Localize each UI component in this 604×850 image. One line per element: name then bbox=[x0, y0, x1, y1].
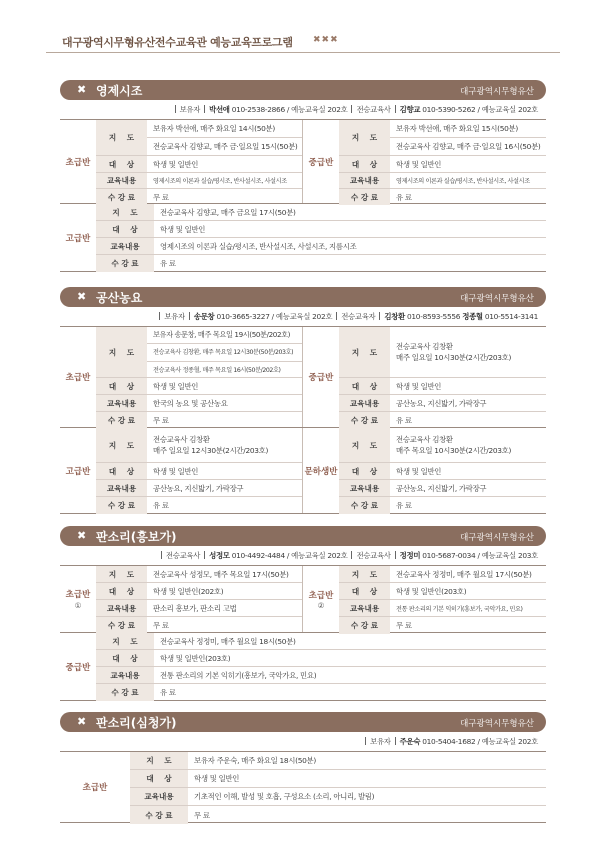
class-level: 고급반 bbox=[60, 204, 96, 271]
section-title-bar bbox=[60, 526, 546, 546]
section-title-bar bbox=[60, 80, 546, 100]
section-title: 영제시조 bbox=[96, 84, 143, 98]
class-beginner-table: 지 도 보유자 송문창, 매주 목요일 19시(50분/202호) 전승교육사 김창환, 매주 목요일 12시30분(50분/203호) 전승교육사 정종혈, 매주 목요일 16시(50분/202호) 대 상 학생 및 일반인 교육내용 한국의 농요 및 공산농요 수 강 료 무 료 bbox=[96, 327, 302, 427]
class-advanced-table: 지 도 전승교육사 김향교, 매주 금요일 17시(50분) 대 상 학생 및 일반인 교육내용 영제시조의 이론과 실습/평시조, 반사설시조, 사설시조, 지름시조 수 강 료 유 료 bbox=[96, 204, 546, 271]
class-row-beginner bbox=[60, 751, 546, 823]
section-org: 대구광역시무형유산 bbox=[460, 294, 534, 304]
section-org: 대구광역시무형유산 bbox=[460, 533, 534, 543]
class-row-advanced-disciple bbox=[60, 428, 546, 514]
class-intermediate-table: 지 도 전승교육사 정정미, 매주 월요일 18시(50분) 대 상 학생 및 일반인(203호) 교육내용 전통 판소리의 기본 익히기(흥보가, 국악가요, 민요) 수 강 료 유 료 bbox=[96, 633, 546, 700]
class-row-beginner-1-2 bbox=[60, 565, 546, 633]
section-yeongje-sijo bbox=[60, 80, 546, 272]
section-gongsan-nongyo bbox=[60, 287, 546, 514]
class-intermediate-table: 중급반 지 도 보유자 박선애, 매주 화요일 15시(50분) 전승교육사 김향교, 매주 금·일요일 16시(50분) 대 상 학생 및 일반인 교육내용 영제시조의 이론과 실습/평시조, 반사설시조, 사설시조 수 강 료 유 료 bbox=[302, 120, 546, 203]
class-disciple-table: 문하생반 지 도 전승교육사 김창환 매주 목요일 10시30분(2시간/203호) 대 상 학생 및 일반인 교육내용 공산농요, 지신밟기, 가락장구 수 강 료 유 료 bbox=[302, 428, 546, 513]
class-level: 초급반 bbox=[60, 120, 96, 203]
class-level: 초급반 bbox=[60, 327, 96, 427]
class-level: 중급반 bbox=[308, 373, 334, 383]
class-advanced-table: 지 도 전승교육사 김창환 매주 일요일 12시30분(2시간/203호) 대 상 학생 및 일반인 교육내용 공산농요, 지신밟기, 가락장구 수 강 료 유 료 bbox=[96, 428, 302, 513]
section-title-bar bbox=[60, 287, 546, 307]
cross-mark-icon: ✖ bbox=[77, 715, 87, 728]
cross-mark-icon: ✖ bbox=[77, 83, 87, 96]
class-row-advanced bbox=[60, 204, 546, 272]
section-title: 공산농요 bbox=[96, 291, 143, 305]
class-row-intermediate bbox=[60, 633, 546, 701]
section-org: 대구광역시무형유산 bbox=[460, 87, 534, 97]
instructor-line: 보유자 박선애 010-2538-2866 / 예능교육실 202호 전승교육사 김향교 010-5390-5262 / 예능교육실 202호 bbox=[60, 100, 546, 119]
section-pansori-heungbo bbox=[60, 526, 546, 701]
page-header bbox=[0, 0, 604, 60]
class-level: 중급반 bbox=[308, 157, 334, 168]
class-beginner-1-table: 지 도 전승교육사 성정모, 매주 목요일 17시(50분) 대 상 학생 및 일반인(202호) 교육내용 판소리 흥보가, 판소리 고법 수 강 료 무 료 bbox=[96, 566, 302, 632]
cross-mark-icon: ✖ bbox=[77, 290, 87, 303]
class-level: 초급반 ② bbox=[308, 590, 334, 610]
section-title: 판소리(심청가) bbox=[96, 716, 177, 730]
class-beginner-2-table: 초급반 ② 지 도 전승교육사 정정미, 매주 월요일 17시(50분) 대 상 학생 및 일반인(203호) 교육내용 전통 판소리의 기본 익히기(흥보가, 국악가요, 민요) 수 강 료 무 료 bbox=[302, 566, 546, 632]
section-title-bar bbox=[60, 712, 546, 732]
class-beginner-table: 지 도 보유자 주운숙, 매주 화요일 18시(50분) 대 상 학생 및 일반인 교육내용 기초적인 이해, 발성 및 호흡, 구성요소 (소리, 아니리, 발림) 수 강 료 무 료 bbox=[130, 752, 546, 822]
class-level: 초급반 bbox=[60, 752, 130, 822]
instructor-line: 전승교육사 성정모 010-4492-4484 / 예능교육실 202호 전승교육사 정정미 010-5687-0034 / 예능교육실 203호 bbox=[60, 546, 546, 565]
page-title: 대구광역시무형유산전수교육관 예능교육프로그램 bbox=[62, 36, 293, 49]
class-level: 문하생반 bbox=[304, 466, 338, 477]
class-intermediate-table: 중급반 지 도 전승교육사 김창환 매주 일요일 10시30분(2시간/203호) 대 상 학생 및 일반인 교육내용 공산농요, 지신밟기, 가락장구 수 강 료 유 료 bbox=[302, 327, 546, 427]
cross-mark-icon: ✖ bbox=[77, 529, 87, 542]
class-row-beginner-intermediate bbox=[60, 326, 546, 428]
section-org: 대구광역시무형유산 bbox=[460, 719, 534, 729]
title-decoration-icon: ✖✖✖ bbox=[313, 35, 339, 45]
header-divider bbox=[46, 52, 560, 53]
class-level: 초급반 ① bbox=[60, 566, 96, 632]
class-beginner-table: 지 도 보유자 박선애, 매주 화요일 14시(50분) 전승교육사 김향교, 매주 금·일요일 15시(50분) 대 상 학생 및 일반인 교육내용 영제시조의 이론과 실습/평시조, 반사설시조, 사설시조 수 강 료 무 료 bbox=[96, 120, 302, 203]
class-row-beginner-intermediate bbox=[60, 119, 546, 204]
instructor-line: 보유자 송문창 010-3665-3227 / 예능교육실 202호 전승교육자 김창환 010-8593-5556 정종혈 010-5514-3141 bbox=[60, 307, 546, 326]
class-level: 고급반 bbox=[60, 428, 96, 513]
class-level: 중급반 bbox=[60, 633, 96, 700]
section-title: 판소리(흥보가) bbox=[96, 530, 177, 544]
instructor-line: 보유자 주운숙 010-5404-1682 / 예능교육실 202호 bbox=[60, 732, 546, 751]
section-pansori-simcheong bbox=[60, 712, 546, 823]
